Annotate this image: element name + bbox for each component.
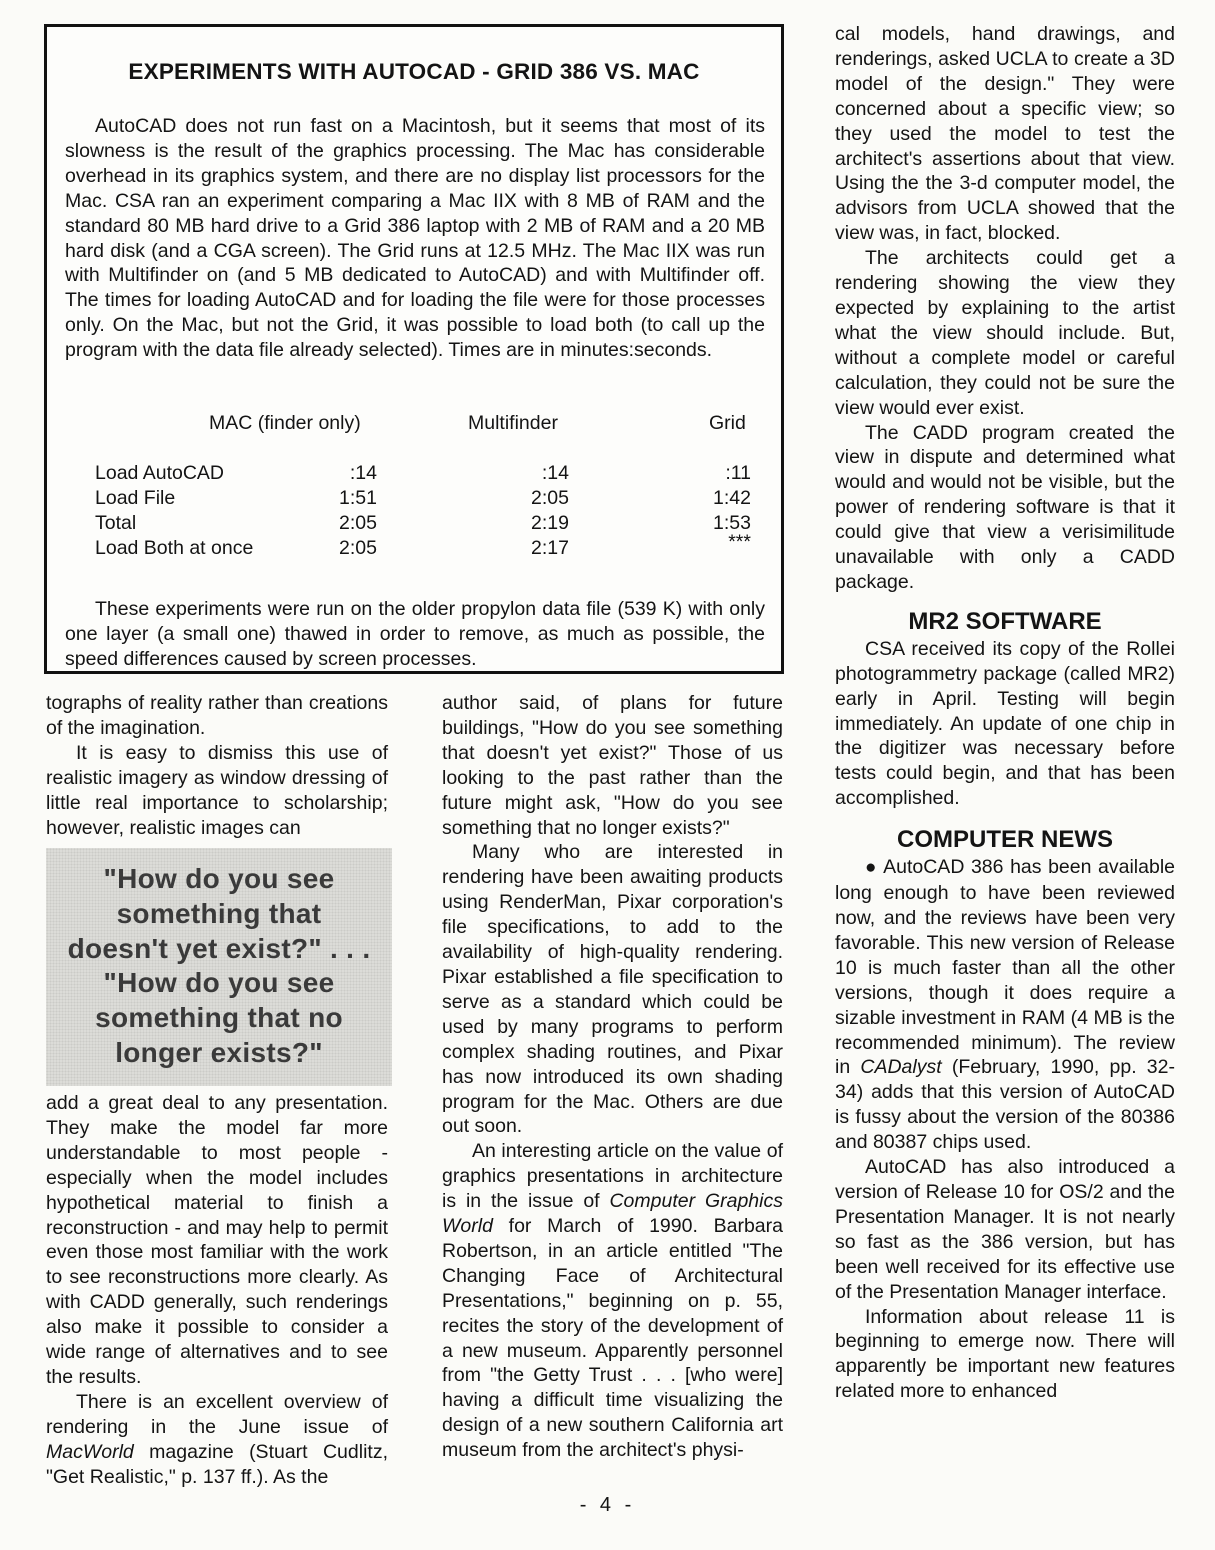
table-cell-grid: 1:53 <box>713 512 751 534</box>
col3-paragraph: Information about release 11 is beginning to emerge now. There will apparently be important new features related more to enhanced <box>835 1305 1175 1403</box>
table-row-label: Total <box>95 512 137 534</box>
experiment-title: EXPERIMENTS WITH AUTOCAD - GRID 386 VS. MAC <box>128 59 700 84</box>
table-cell-mac: 2:05 <box>339 537 377 559</box>
col3-paragraph: The architects could get a rendering showing the view they expected by explaining to the artist what the view should include. But, without a complete model or careful calculation, they could not be sure the view would ever exist. <box>835 247 1175 419</box>
magazine-title: MacWorld <box>46 1440 134 1463</box>
table-row-label: Load Both at once <box>95 537 254 559</box>
table-cell-multifinder: 2:19 <box>531 512 569 534</box>
experiment-intro <box>65 114 765 363</box>
text-run: (February, 1990, pp. 32-34) adds that this version of AutoCAD is fussy about the version of the 80386 and 80387 chips used. <box>835 1056 1175 1154</box>
table-cell-grid: 1:42 <box>713 487 751 509</box>
pull-quote-line: "How do you see <box>103 863 335 894</box>
magazine-title: CADalyst <box>860 1056 942 1079</box>
col1-paragraph: It is easy to dismiss this use of realistic imagery as window dressing of little real importance to scholarship; however, realistic images can <box>46 741 388 839</box>
pull-quote-line: "How do you see <box>103 967 335 999</box>
table-cell-multifinder: 2:17 <box>531 537 569 559</box>
bullet-icon: ● <box>865 857 878 879</box>
table-cell-mac: 2:05 <box>339 512 377 534</box>
table-header-multifinder: Multifinder <box>468 412 558 434</box>
pull-quote-line: something that <box>116 897 322 929</box>
col3-paragraph: CSA received its copy of the Rollei photogrammetry package (called MR2) early in April. Testing will begin immediately. An update of one chip in the digitizer was necessary before tests could begin, and that has been accomplished. <box>835 637 1175 810</box>
col3-paragraph: AutoCAD has also introduced a version of Release 10 for OS/2 and the Presentation Manager. It is not nearly so fast as the 386 version, but has been well received for its effective use of the Presentation Manager interface. <box>835 1156 1175 1303</box>
table-cell-grid: :11 <box>725 462 751 484</box>
col2-paragraph: Many who are interested in rendering have been awaiting products using RenderMan, Pixar corporation's file specifications, to add to the availability of high-quality rendering. Pixar established a file specification to serve as a standard which could be used by many programs to perform complex shading routines, and Pixar has now introduced its own shading program for the Mac. Others are due out soon. <box>442 841 783 1138</box>
pull-quote-line: doesn't yet exist?" . . . <box>67 932 371 964</box>
table-row-label: Load File <box>95 487 176 509</box>
table-cell-multifinder: 2:05 <box>531 487 569 509</box>
text-run: for March of 1990. Barbara Robertson, in an article entitled "The Changing Face of Architectural Presentations," beginning on p. 55, recites the story of the development of a new museum. Apparently personnel from "the Getty Trust . . . [who were] having a difficult time visualizing the design of a new southern California art museum from the architect's physi- <box>442 1215 783 1462</box>
table-header-grid: Grid <box>709 412 746 434</box>
text-run: magazine (Stuart Cudlitz, "Get Realistic," p. 137 ff.). As the <box>46 1440 388 1488</box>
magazine-title: Computer Graphics World <box>442 1190 783 1238</box>
column-3 <box>835 22 1175 1404</box>
col1-paragraph: add a great deal to any presentation. They make the model far more understandable to most people - especially when the model includes hypothetical material to finish a reconstruction - and may help to permit even those most familiar with the work to see reconstructions more clearly. As with CADD generally, such renderings also make it possible to consider a wide range of alternatives and to see the results. <box>46 1092 388 1388</box>
col3-paragraph: cal models, hand drawings, and renderings, asked UCLA to create a 3D model of the design." They were concerned about a specific view; so they used the model to test the architect's assertions about that view. Using the the 3-d computer model, the advisors from UCLA showed that the view was, in fact, blocked. <box>835 23 1175 245</box>
experiment-intro-text: AutoCAD does not run fast on a Macintosh, but it seems that most of its slowness is the result of the graphics processing. The Mac has considerable overhead in its graphics system, and there are no display list processors for the Mac. CSA ran an experiment comparing a Mac IIX with 8 MB of RAM and the standard 80 MB hard drive to a Grid 386 laptop with 2 MB of RAM and a 20 MB hard disk (and a CGA screen). The Grid runs at 12.5 MHz. The Mac IIX was run with Multifinder on (and 5 MB dedicated to AutoCAD) and with Multifinder off. The times for loading AutoCAD and for loading the file were for those processes only. On the Mac, but not the Grid, it was possible to load both (to call up the program with the data file already selected). Times are in minutes:seconds. <box>65 115 765 362</box>
column-2 <box>442 691 783 1463</box>
text-run: AutoCAD 386 has been available long enough to have been reviewed now, and the reviews have been very favorable. This new version of Release 10 is much faster than all the other versions, though it does require a sizable investment in RAM (4 MB is the recommended minimum). The review in <box>835 856 1175 1079</box>
pull-quote-text <box>46 848 392 1071</box>
pull-quote <box>46 848 392 1086</box>
col1-paragraph <box>46 1390 388 1490</box>
page-number: - 4 - <box>579 1494 636 1516</box>
col3-paragraph <box>835 855 1175 1155</box>
col1-paragraph: tographs of reality rather than creations of the imagination. <box>46 692 388 739</box>
table-header-mac: MAC (finder only) <box>209 412 361 434</box>
table-cell-mac: :14 <box>349 462 377 484</box>
text-run: An interesting article on the value of graphics presentations in architecture is in the issue of <box>442 1140 783 1213</box>
section-heading-computer-news: COMPUTER NEWS <box>897 826 1113 854</box>
column-1-top <box>46 691 388 840</box>
table-cell-mac: 1:51 <box>339 487 377 509</box>
col2-paragraph: author said, of plans for future buildings, "How do you see something that doesn't yet exist?" Those of us looking to the past rather than the future might ask, "How do you see something that no longer exists?" <box>442 692 783 839</box>
experiment-footnote-text: These experiments were run on the older propylon data file (539 K) with only one layer (a small one) thawed in order to remove, as much as possible, the speed differences caused by screen processes. <box>65 598 765 670</box>
text-run: There is an excellent overview of rendering in the June issue of <box>46 1390 388 1438</box>
table-cell-grid: *** <box>728 531 751 553</box>
experiment-box <box>44 24 784 674</box>
table-row-label: Load AutoCAD <box>95 462 225 484</box>
table-cell-multifinder: :14 <box>541 462 569 484</box>
pull-quote-line: longer exists?" <box>115 1036 323 1068</box>
column-1-bottom <box>46 1091 388 1490</box>
section-heading-mr2: MR2 SOFTWARE <box>908 607 1102 635</box>
col2-paragraph <box>442 1139 783 1463</box>
col3-paragraph: The CADD program created the view in dispute and determined what would and would not be visible, but the power of rendering software is that it could give that view a verisimilitude unavailable with only a CADD package. <box>835 421 1175 593</box>
experiment-footnote <box>65 597 765 672</box>
pull-quote-line: something that no <box>95 1002 343 1034</box>
